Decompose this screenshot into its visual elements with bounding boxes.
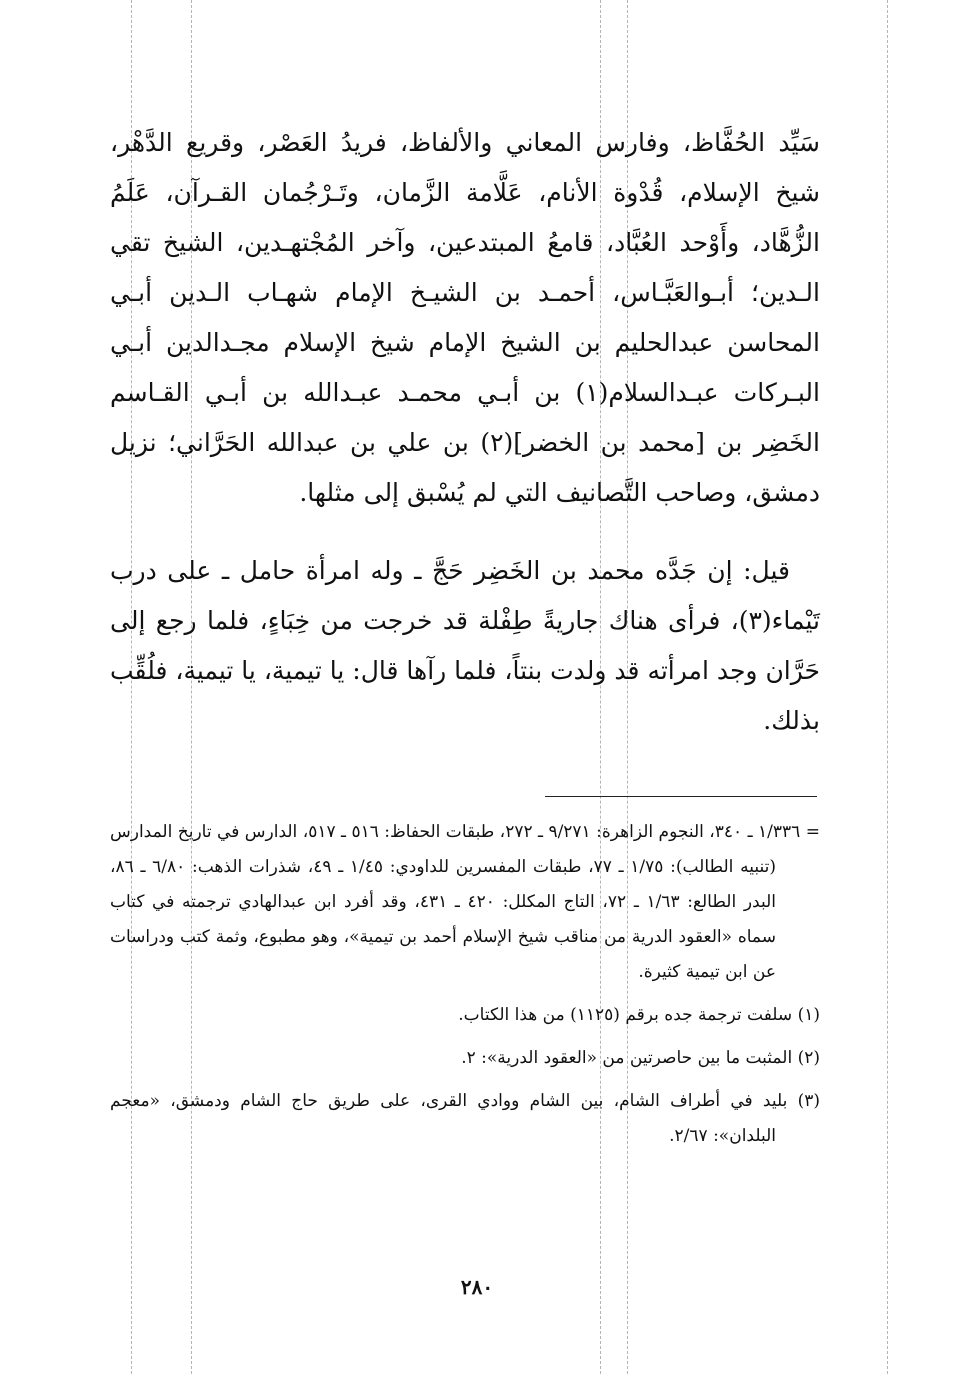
scan-guide-line [887,0,888,1374]
footnote-1 [110,998,820,1033]
footnote-continuation: = ١/٣٣٦ ـ ٣٤٠، النجوم الزاهرة: ٩/٢٧١ ـ ٢٧٢، طبقات الحفاظ: ٥١٦ ـ ٥١٧، الدارس في تاريخ المدارس (تنبيه الطالب): ١/٧٥ ـ ٧٧، طبقات المفسرين للداودي: ١/٤٥ ـ ٤٩، شذرات الذهب: ٦/٨٠ ـ ٨٦، البدر الطالع: ١/٦٣ ـ ٧٢، التاج المكلل: ٤٢٠ ـ ٤٣١، وقد أفرد ابن عبدالهادي ترجمته في كتاب سماه «العقود الدرية من مناقب شيخ الإسلام أحمد بن تيمية»، وهو مطبوع، وثمة كتب ودراسات عن ابن تيمية كثيرة. [110,822,820,982]
main-text [110,118,820,746]
footnote-separator [545,796,817,797]
footnote-marker: (٣) [797,1091,821,1111]
footnote-text: المثبت ما بين حاصرتين من «العقود الدرية»: ٢. [461,1048,793,1068]
biography-paragraph: سَيِّد الحُفَّاظ، وفارس المعاني والألفاظ، فريدُ العَصْر، وقريع الدَّهْر، شيخ الإسلام، قُدْوة الأنام، عَلَّامة الزَّمان، وتَـرْجُمان القـرآن، عَلَمُ الزُّهَّاد، وأَوْحد العُبَّاد، قامعُ المبتدعين، وآخر المُجْتهـدين، الشيخ تقي الـدين؛ أبـوالعَبَّـاس، أحمـد بن الشيـخ الإمام شهـاب الـدين أبـي المحاسن عبدالحليم بن الشيخ الإمام شيخ الإسلام مجـدالدين أبـي البـركات عبـدالسلام(١) بن أبـي محمـد عبـدالله بن أبـي القـاسم الخَضِر بن [محمد بن الخضر](٢) بن علي بن عبدالله الحَرَّاني؛ نزيل دمشق، وصاحب التَّصانيف التي لم يُسْبق إلى مثلها. [110,128,820,507]
footnote-2 [110,1041,820,1076]
footnotes [110,815,820,1154]
page-number: ٢٨٠ [460,1275,494,1299]
footnote-text: بليد في أطراف الشام، بين الشام ووادي القرى، على طريق حاج الشام ودمشق، «معجم البلدان»: ٢/٦٧. [110,1091,788,1146]
footnote-marker: (١) [797,1005,820,1025]
footnote-3 [110,1084,820,1154]
anecdote-paragraph: قيل: إن جَدَّه محمد بن الخَضِر حَجَّ ـ وله امرأة حامل ـ على درب تَيْماء(٣)، فرأى هناك جاريةً طِفْلة قد خرجت من خِبَاءٍ، فلما رجع إلى حَرَّان وجد امرأته قد ولدت بنتاً، فلما رآها قال: يا تيمية، يا تيمية، فلُقِّب بذلك. [110,556,820,735]
footnote-text: سلفت ترجمة جده برقم (١١٢٥) من هذا الكتاب. [458,1005,793,1025]
footnote-marker: (٢) [797,1048,820,1068]
